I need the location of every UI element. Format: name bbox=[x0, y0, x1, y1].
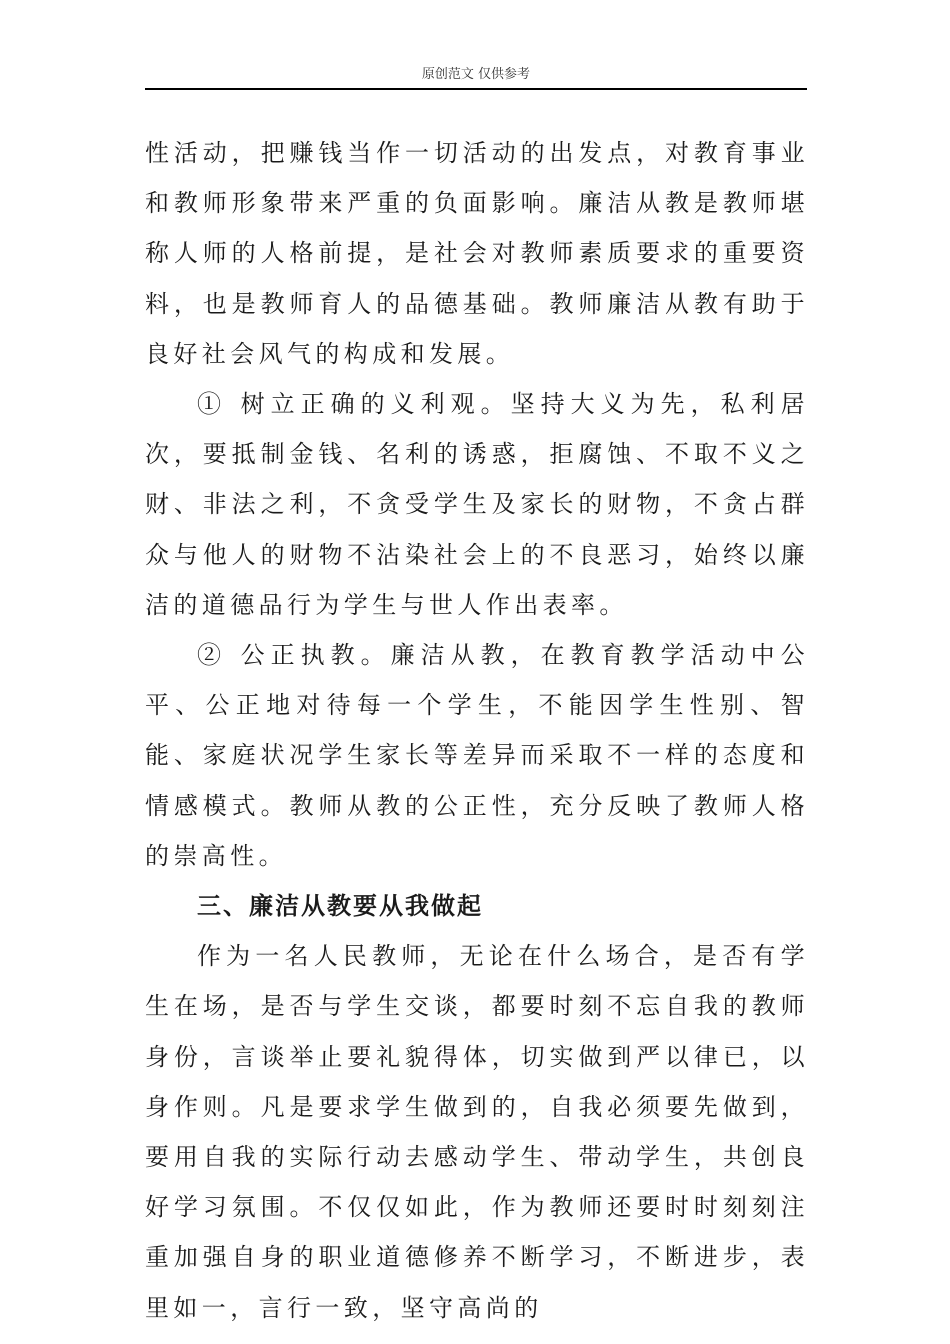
document-body bbox=[145, 128, 809, 1333]
paragraph-continuation: 性活动，把赚钱当作一切活动的出发点，对教育事业和教师形象带来严重的负面影响。廉洁从教是教师堪称人师的人格前提，是社会对教师素质要求的重要资料，也是教师育人的品德基础。教师廉洁从教有助于良好社会风气的构成和发展。 bbox=[145, 139, 809, 368]
section-heading: 三、廉洁从教要从我做起 bbox=[197, 891, 483, 921]
paragraph-section-3: 作为一名人民教师，无论在什么场合，是否有学生在场，是否与学生交谈，都要时刻不忘自我的教师身份，言谈举止要礼貌得体，切实做到严以律已，以身作则。凡是要求学生做到的，自我必须要先做到，要用自我的实际行动去感动学生、带动学生，共创良好学习氛围。不仅仅如此，作为教师还要时时刻刻注重加强自身的职业道德修养不断学习，不断进步，表里如一，言行一致，坚守高尚的 bbox=[145, 942, 809, 1322]
paragraph-point-2: ② 公正执教。廉洁从教，在教育教学活动中公平、公正地对待每一个学生，不能因学生性别、智能、家庭状况学生家长等差异而采取不一样的态度和情感模式。教师从教的公正性，充分反映了教师人格的崇高性。 bbox=[145, 641, 809, 870]
page-header: 原创范文 仅供参考 bbox=[145, 64, 807, 90]
paragraph-point-1: ① 树立正确的义利观。坚持大义为先，私利居次，要抵制金钱、名利的诱惑，拒腐蚀、不取不义之财、非法之利，不贪受学生及家长的财物，不贪占群众与他人的财物不沾染社会上的不良恶习，始终以廉洁的道德品行为学生与世人作出表率。 bbox=[145, 390, 809, 619]
